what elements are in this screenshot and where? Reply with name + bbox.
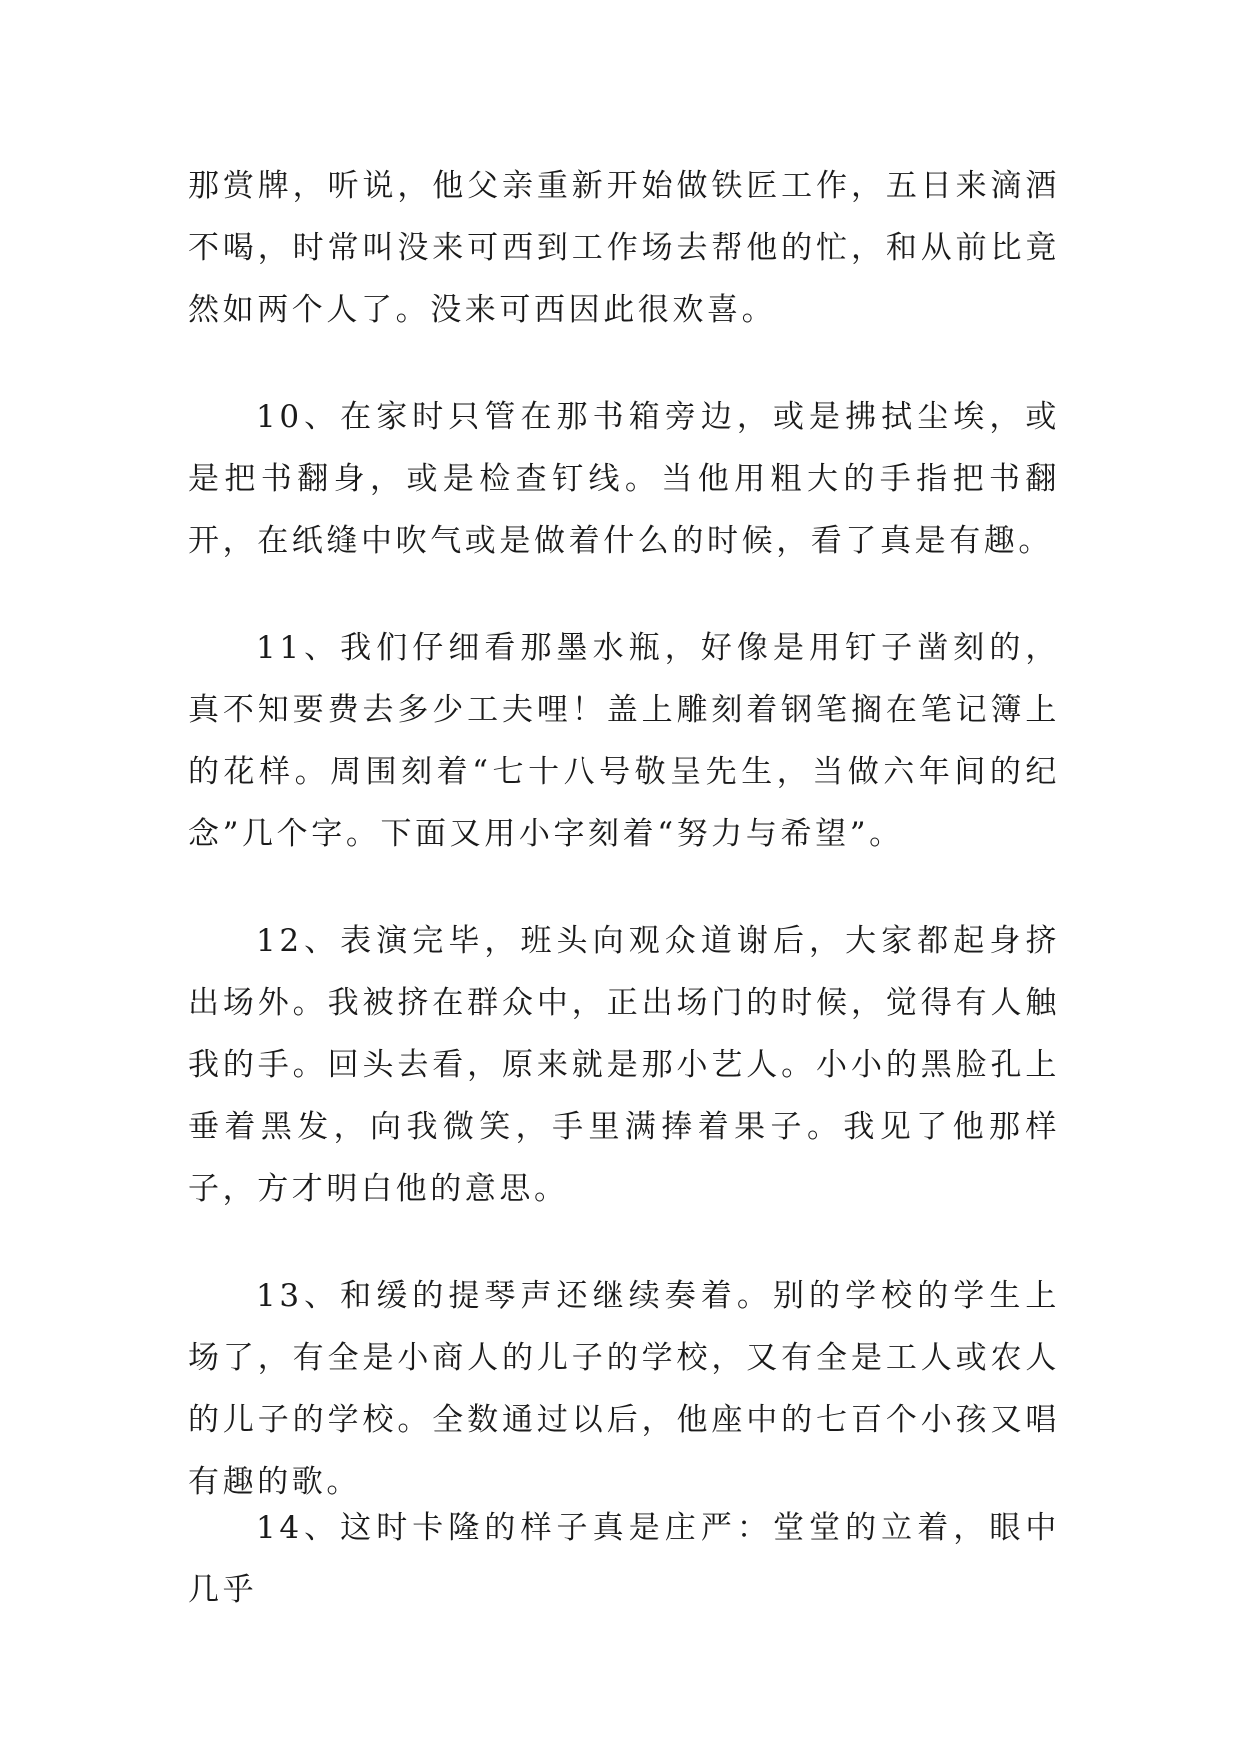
paragraph-11 — [188, 617, 1060, 865]
paragraph-text: 10、在家时只管在那书箱旁边，或是拂拭尘埃，或是把书翻身，或是检查钉线。当他用粗大的手指把书翻开，在纸缝中吹气或是做着什么的时候，看了真是有趣。 — [188, 399, 1060, 559]
paragraph-text: 13、和缓的提琴声还继续奏着。别的学校的学生上场了，有全是小商人的儿子的学校，又有全是工人或农人的儿子的学校。全数通过以后，他座中的七百个小孩又唱有趣的歌。 — [188, 1278, 1060, 1500]
paragraph-continuation — [188, 155, 1060, 341]
paragraph-14 — [188, 1497, 1060, 1621]
paragraph-13 — [188, 1265, 1060, 1513]
paragraph-text: 14、这时卡隆的样子真是庄严：堂堂的立着，眼中几乎 — [188, 1510, 1060, 1608]
paragraph-text: 11、我们仔细看那墨水瓶，好像是用钉子凿刻的，真不知要费去多少工夫哩！盖上雕刻着钢笔搁在笔记簿上的花样。周围刻着“七十八号敬呈先生，当做六年间的纪念”几个字。下面又用小字刻着“努力与希望”。 — [188, 630, 1060, 852]
paragraph-text: 那赏牌，听说，他父亲重新开始做铁匠工作，五日来滴酒不喝，时常叫没来可西到工作场去帮他的忙，和从前比竟然如两个人了。没来可西因此很欢喜。 — [188, 168, 1060, 328]
paragraph-10 — [188, 386, 1060, 572]
paragraph-12 — [188, 910, 1060, 1220]
paragraph-text: 12、表演完毕，班头向观众道谢后，大家都起身挤出场外。我被挤在群众中，正出场门的时候，觉得有人触我的手。回头去看，原来就是那小艺人。小小的黑脸孔上垂着黑发，向我微笑，手里满捧着果子。我见了他那样子，方才明白他的意思。 — [188, 923, 1060, 1207]
